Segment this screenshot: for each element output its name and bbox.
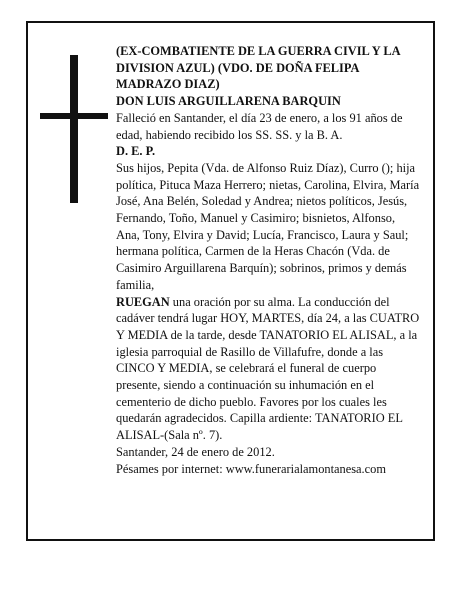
cross-icon [40, 55, 108, 203]
cross-horizontal-bar [40, 113, 108, 119]
family-list: Sus hijos, Pepita (Vda. de Alfonso Ruiz Díaz), Curro (); hija política, Pituca Maza Herrero; nietas, Carolina, Elvira, María José, Ana Belén, Soledad y Andrea; nietos políticos, Jesús, Fernando, Toño, Manuel y Casimiro; bisnietos, Alfonso, Ana, Tony, Elvira y David; Lucía, Francisco, Laura y Saul; hermana política, Carmen de la Heras Chacón (Vda. de Casimiro Arguillarena Barquín); sobrinos, primos y demás familia, [116, 160, 420, 292]
notice-text [116, 43, 421, 477]
obituary-notice [26, 21, 435, 541]
condolences-line: Pésames por internet: www.funerarialamontanesa.com [116, 461, 386, 476]
cross-vertical-bar [70, 55, 78, 203]
deceased-name: DON LUIS ARGUILLARENA BARQUIN [116, 94, 341, 109]
place-date: Santander, 24 de enero de 2012. [116, 444, 275, 459]
notice-header: (EX-COMBATIENTE DE LA GUERRA CIVIL Y LA DIVISION AZUL) (VDO. DE DOÑA FELIPA MADRAZO DIAZ) [116, 44, 400, 92]
death-statement: Falleció en Santander, el día 23 de enero, a los 91 años de edad, habiendo recibido los SS. SS. y la B. A. [116, 110, 403, 142]
request-text: una oración por su alma. La conducción del cadáver tendrá lugar HOY, MARTES, día 24, a las CUATRO Y MEDIA de la tarde, desde TANATORIO EL ALISAL, a la iglesia parroquial de Rasillo de Villafufre, donde a las CINCO Y MEDIA, se celebrará el funeral de cuerpo presente, siendo a continuación su inhumación en el cementerio de dicho pueblo. Favores por los cuales les quedarán agradecidos. Capilla ardiente: TANATORIO EL ALISAL-(Sala nº. 7). [116, 294, 420, 443]
request-keyword: RUEGAN [116, 294, 170, 309]
dep-line: D. E. P. [116, 144, 156, 159]
request-paragraph [116, 294, 421, 444]
